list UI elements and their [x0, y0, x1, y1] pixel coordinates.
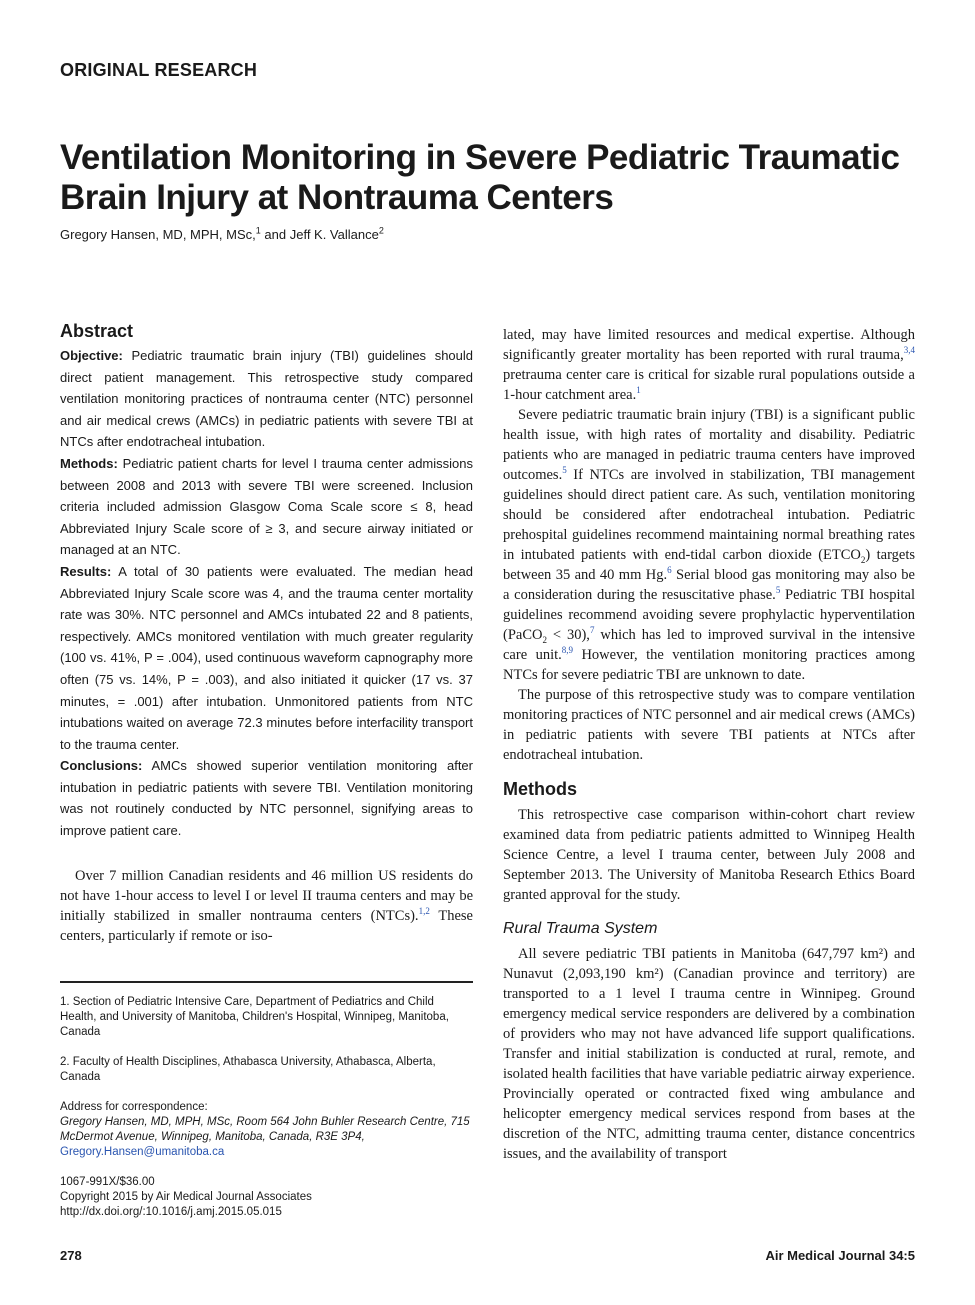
rural-trauma-subheading: Rural Trauma System — [503, 920, 658, 937]
intro-text: However, the ventilation monitoring practices among NTCs for severe pediatric TBI are unknown to date. — [503, 647, 915, 683]
intro-text: These centers, particularly if remote or iso- — [60, 907, 473, 944]
doi-link[interactable]: http://dx.doi.org/:10.1016/j.amj.2015.05.015 — [60, 1206, 282, 1218]
citation-link[interactable]: 5 — [562, 465, 567, 476]
author-1-affiliation: 1 — [255, 225, 261, 236]
methods-paragraph-2: All severe pediatric TBI patients in Manitoba (647,797 km²) and Nunavut (2,093,190 km²) (Canadian province and territory) are transported to a 1 level I trauma centre in Winnipeg. Ground emergency medical service responders are delivered by a combination of providers who may not have advanced life support qualifications. Transfer and initial stabilization is conducted at rural, remote, and isolated health facilities that have variable pediatric airway experience. Provincially operated or contracted fixed wing ambulance and helicopter emergency medical services respond from bases at the discretion of the NTC, admitting trauma center, distance concentrics issues, and the availability of transport — [503, 946, 915, 1162]
left-column — [60, 320, 473, 946]
footnote-divider — [60, 981, 473, 983]
results-text: A total of 30 patients were evaluated. The median head Abbreviated Injury Scale score was 4, and the trauma center mortality rate was 30%. NTC personnel and AMCs intubated 22 and 8 patients, respectively. AMCs monitored ventilation with much greater regularity (100 vs. 41%, P = .004), used continuous waveform capnography more often (75 vs. 14%, P = .003), and also initiated it quicker (17 vs. 37 minutes, = .001) after intubation. Unmonitored patients from NTC intubations waited on average 72.3 minutes before interfacility transport to the trauma center. — [60, 563, 473, 752]
author-2-affiliation: 2 — [378, 225, 384, 236]
objective-label: Objective: — [60, 348, 123, 363]
affiliation-2: 2. Faculty of Health Disciplines, Athabasca University, Athabasca, Alberta, Canada — [60, 1056, 436, 1083]
abstract-objective — [60, 345, 473, 453]
intro-text: Pediatric TBI hospital guidelines recommend avoiding severe prophylactic hyperventilation (PaCO — [503, 587, 916, 643]
intro-text: If NTCs are involved in stabilization, TBI management guidelines should direct patient care. As such, ventilation monitoring should be considered after endotracheal intubation. Pediatric prehospital guidelines recommend maintaining normal breathing rates in intubated patients with end-tidal carbon dioxide (ETCO — [503, 467, 915, 563]
intro-paragraph-1 — [60, 866, 473, 946]
subscript: 2 — [860, 554, 866, 565]
footnotes — [60, 995, 473, 1220]
correspondence-address-1: Gregory Hansen, MD, MPH, MSc, Room 564 John Buhler Research Centre, 715 — [60, 1116, 470, 1128]
methods-paragraph-1: This retrospective case comparison within-cohort chart review examined data from pediatric patients admitted to Winnipeg Health Science Centre, a level I trauma center, between July 2008 and September 2013. The University of Manitoba Research Ethics Board granted approval for the study. — [503, 807, 915, 903]
methods-heading: Methods — [503, 779, 577, 799]
right-column — [503, 325, 915, 1164]
conclusions-text: AMCs showed superior ventilation monitoring after intubation in pediatric patients with severe TBI. Ventilation monitoring was not routinely conducted by NTC personnel, signifying areas to improve patient care. — [60, 758, 473, 839]
intro-paragraph-2 — [503, 405, 915, 685]
results-label: Results: — [60, 563, 112, 579]
copyright: Copyright 2015 by Air Medical Journal Associates — [60, 1191, 312, 1203]
abstract-heading: Abstract — [60, 321, 134, 341]
issn: 1067-991X/$36.00 — [60, 1176, 155, 1188]
author-1: Gregory Hansen, MD, MPH, MSc, — [60, 227, 256, 242]
abstract-conclusions — [60, 755, 473, 841]
article-title: Ventilation Monitoring in Severe Pediatric Traumatic Brain Injury at Nontrauma Centers — [60, 138, 900, 217]
author-2: and Jeff K. Vallance — [260, 227, 379, 242]
intro-text: < 30), — [546, 627, 590, 643]
intro-text: Serial blood gas monitoring may also be a consideration during the resuscitative phase. — [503, 567, 915, 603]
intro-text: Severe pediatric traumatic brain injury (TBI) is a significant public health issue, with high rates of mortality and disability. Pediatric patients who are managed in pediatric trauma centers have improved outcomes. — [503, 407, 915, 483]
intro-text: ) targets between 35 and 40 mm Hg. — [503, 547, 915, 583]
intro-text: pretrauma center care is critical for sizable rural populations outside a 1-hour catchment area. — [503, 367, 915, 403]
intro-paragraph-1-cont — [503, 325, 915, 405]
correspondence-label: Address for correspondence: — [60, 1101, 208, 1113]
subscript: 2 — [542, 634, 547, 645]
section-label: ORIGINAL RESEARCH — [60, 60, 258, 80]
citation-link[interactable]: 5 — [775, 585, 781, 596]
citation-link[interactable]: 3,4 — [903, 345, 915, 356]
citation-link[interactable]: 1,2 — [418, 905, 430, 916]
affiliation-1: 1. Section of Pediatric Intensive Care, Department of Pediatrics and Child Health, and University of Manitoba, Children's Hospital, Winnipeg, Manitoba, Canada — [60, 996, 449, 1038]
methods-text: Pediatric patient charts for level I trauma center admissions between 2008 and 2013 with severe TBI were screened. Inclusion criteria included admission Glasgow Coma Scale score ≤ 8, head Abbreviated Injury Scale score of ≥ 3, and secure airway initiated or managed at an NTC. — [60, 455, 473, 558]
intro-text: which has led to improved survival in the intensive care unit. — [503, 627, 915, 663]
abstract-methods — [60, 453, 473, 561]
intro-paragraph-3: The purpose of this retrospective study was to compare ventilation monitoring practices of NTC personnel and air medical crews (AMCs) in pediatric patients with severe TBI patients at NTCs after endotracheal intubation. — [503, 687, 915, 763]
correspondence-email[interactable]: Gregory.Hansen@umanitoba.ca — [60, 1146, 225, 1158]
page-number: 278 — [60, 1248, 82, 1263]
correspondence-address-2: McDermot Avenue, Winnipeg, Manitoba, Canada, R3E 3P4, — [60, 1131, 365, 1143]
intro-text: Over 7 million Canadian residents and 46 million US residents do not have 1-hour access to level I or level II trauma centers and may be initially stabilized in smaller nontrauma centers (NTCs). — [60, 867, 473, 924]
author-line — [60, 227, 384, 242]
conclusions-label: Conclusions: — [60, 758, 143, 774]
journal-name: Air Medical Journal 34:5 — [765, 1248, 915, 1263]
citation-link[interactable]: 7 — [589, 625, 595, 636]
citation-link[interactable]: 8,9 — [561, 645, 574, 656]
objective-text: Pediatric traumatic brain injury (TBI) guidelines should direct patient management. This retrospective study compared ventilation monitoring practices of nontrauma center (NTC) personnel and air medical crews (AMCs) in pediatric patients with severe TBI at NTCs after endotracheal intubation. — [60, 348, 473, 450]
abstract-results — [60, 561, 473, 755]
citation-link[interactable]: 1 — [636, 385, 641, 396]
citation-link[interactable]: 6 — [667, 565, 672, 576]
methods-label: Methods: — [60, 455, 118, 471]
intro-text: lated, may have limited resources and medical expertise. Although significantly greater mortality has been reported with rural trauma, — [503, 327, 915, 363]
